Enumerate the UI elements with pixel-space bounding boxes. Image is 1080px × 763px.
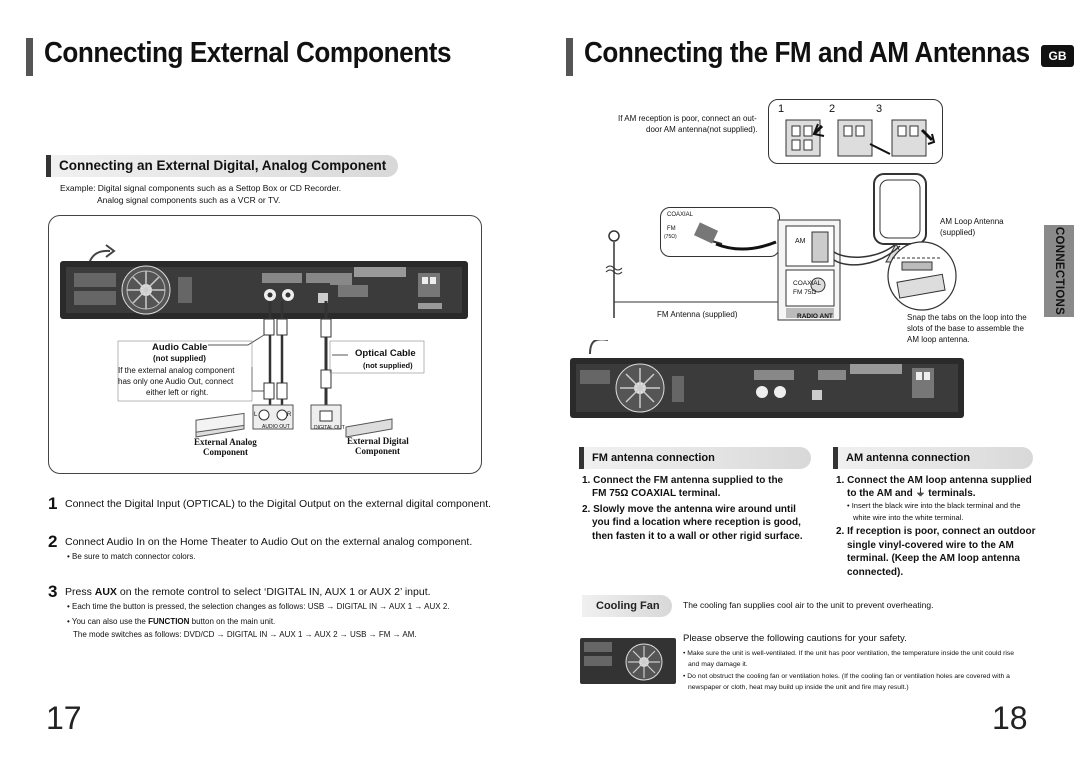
am-antenna-heading: AM antenna connection: [833, 447, 1033, 469]
step-3-note-2-pre: • You can also use the: [67, 617, 149, 626]
snap-text-3: AM loop antenna.: [907, 335, 970, 344]
cooling-fan-text: The cooling fan supplies cool air to the unit to prevent overheating.: [683, 600, 934, 610]
fm-antenna-heading: FM antenna connection: [579, 447, 811, 469]
fm-ohm-label: (75Ω): [664, 234, 677, 240]
section-tab-label: CONNECTIONS: [1053, 226, 1065, 316]
l-label: L: [254, 412, 258, 418]
step-3-text: [65, 586, 431, 599]
caution-1b: and may damage it.: [688, 661, 748, 668]
subheading-external-component: Connecting an External Digital, Analog Component: [46, 155, 398, 177]
rear-panel-diagram-right: [568, 340, 968, 422]
am-step-1b: to the AM and ⏚ terminals.: [847, 488, 976, 499]
antenna-step-2-num: 2: [829, 103, 836, 115]
am-step-2c: terminal. (Keep the AM loop antenna: [847, 553, 1020, 564]
snap-text-1: Snap the tabs on the loop into the: [907, 313, 1027, 322]
am-loop-label-1: AM Loop Antenna: [940, 217, 1004, 226]
am-poor-line-2: door AM antenna(not supplied).: [646, 125, 758, 134]
step-1-number: 1: [48, 494, 58, 513]
title-accent-bar-left: [26, 38, 33, 76]
am-bullet-1: • Insert the black wire into the black terminal and the: [847, 501, 1021, 510]
step-3-note-2-post: button on the main unit.: [189, 617, 276, 626]
audio-note-line-2: has only one Audio Out, connect: [118, 377, 234, 386]
step-2-number: 2: [48, 532, 58, 551]
language-badge: GB: [1041, 45, 1074, 67]
caution-title: Please observe the following cautions for your safety.: [683, 633, 907, 644]
page-title-right: Connecting the FM and AM Antennas: [584, 37, 1030, 69]
example-line-1: Example: Digital signal components such as a Settop Box or CD Recorder.: [60, 183, 342, 193]
coaxial-fm-75-label: COAXIAL FM 75Ω: [793, 280, 821, 296]
am-step-2d: connected).: [847, 567, 904, 578]
audio-note-line-3: either left or right.: [146, 388, 209, 397]
am-bullet-2: white wire into the white terminal.: [853, 513, 964, 522]
step-1-text: Connect the Digital Input (OPTICAL) to the Digital Output on the external digital component.: [65, 498, 492, 510]
fm-step-1b: FM 75Ω COAXIAL terminal.: [592, 488, 721, 499]
step-2-text: Connect Audio In on the Home Theater to Audio Out on the external analog component.: [65, 536, 473, 548]
page-number-right: 18: [992, 700, 1028, 736]
caution-1a: • Make sure the unit is well-ventilated. If the unit has poor ventilation, the temperature inside the unit could rise: [683, 650, 1015, 657]
step-3-note-1: • Each time the button is pressed, the selection changes as follows: USB → DIGITAL IN → AUX 1 → AUX 2.: [67, 602, 450, 611]
section-tab-connections: [1044, 225, 1074, 317]
audio-out-label: AUDIO OUT: [262, 424, 290, 430]
title-accent-bar-right: [566, 38, 573, 76]
step-2-note: • Be sure to match connector colors.: [67, 552, 196, 561]
coaxial-label: COAXIAL: [667, 212, 694, 218]
antenna-step-1-num: 1: [778, 103, 785, 115]
rear-panel-diagram-left: [48, 215, 482, 474]
radio-ant-label: RADIO ANT: [797, 313, 833, 320]
external-digital-label-1: External Digital: [347, 436, 409, 446]
page-number-left: 17: [46, 700, 82, 736]
digital-out-label: DIGITAL OUT: [314, 425, 345, 431]
fm-step-1a: 1. Connect the FM antenna supplied to the: [582, 475, 784, 486]
cooling-fan-illustration: [578, 636, 678, 686]
antenna-step-3-num: 3: [876, 103, 883, 115]
step-3-note-2-bold: FUNCTION: [148, 617, 190, 626]
step-3-text-post: on the remote control to select ‘DIGITAL IN, AUX 1 or AUX 2’ input.: [116, 586, 431, 598]
external-digital-label-2: Component: [355, 446, 401, 456]
snap-text-2: slots of the base to assemble the: [907, 324, 1024, 333]
caution-2b: newspaper or cloth, heat may build up inside the unit and fire may result.): [688, 684, 909, 691]
external-analog-label-2: Component: [203, 447, 249, 457]
audio-cable-label: Audio Cable: [152, 342, 208, 353]
am-step-2a: 2. If reception is poor, connect an outdoor: [836, 526, 1036, 537]
example-line-2: Analog signal components such as a VCR or TV.: [97, 195, 281, 205]
step-3-note-3: The mode switches as follows: DVD/CD → DIGITAL IN → AUX 1 → AUX 2 → USB → FM → AM.: [73, 630, 417, 639]
step-3-text-bold: AUX: [94, 586, 117, 598]
r-label: R: [287, 412, 292, 418]
fm-step-2b: you find a location where reception is good,: [592, 517, 801, 528]
external-analog-label-1: External Analog: [194, 437, 257, 447]
fm-step-2c: then fasten it to a wall or other rigid surface.: [592, 531, 803, 542]
am-loop-label-2: (supplied): [940, 228, 976, 237]
optical-cable-not-supplied: (not supplied): [363, 361, 413, 370]
fm-antenna-supplied-label: FM Antenna (supplied): [657, 310, 738, 319]
step-3-number: 3: [48, 582, 58, 601]
fm-step-2a: 2. Slowly move the antenna wire around until: [582, 504, 796, 515]
audio-cable-not-supplied: (not supplied): [153, 354, 206, 363]
step-3-text-pre: Press: [65, 586, 95, 598]
am-terminal-label: AM: [795, 238, 806, 245]
antenna-wiring-diagram: [596, 160, 1036, 330]
optical-cable-label: Optical Cable: [355, 348, 416, 359]
fm-label: FM: [667, 226, 676, 232]
page-title-left: Connecting External Components: [44, 37, 452, 69]
audio-note-line-1: If the external analog component: [118, 366, 235, 375]
step-3-note-2: [67, 616, 275, 627]
am-poor-line-1: If AM reception is poor, connect an out-: [618, 114, 757, 123]
cooling-fan-label: Cooling Fan: [582, 595, 672, 617]
terminal-clip-illustrations: [780, 114, 940, 162]
caution-2a: • Do not obstruct the cooling fan or ventilation holes. (If the cooling fan or ventilation holes are covered with a: [683, 673, 1010, 680]
am-step-2b: single vinyl-covered wire to the AM: [847, 540, 1014, 551]
am-step-1a: 1. Connect the AM loop antenna supplied: [836, 475, 1032, 486]
